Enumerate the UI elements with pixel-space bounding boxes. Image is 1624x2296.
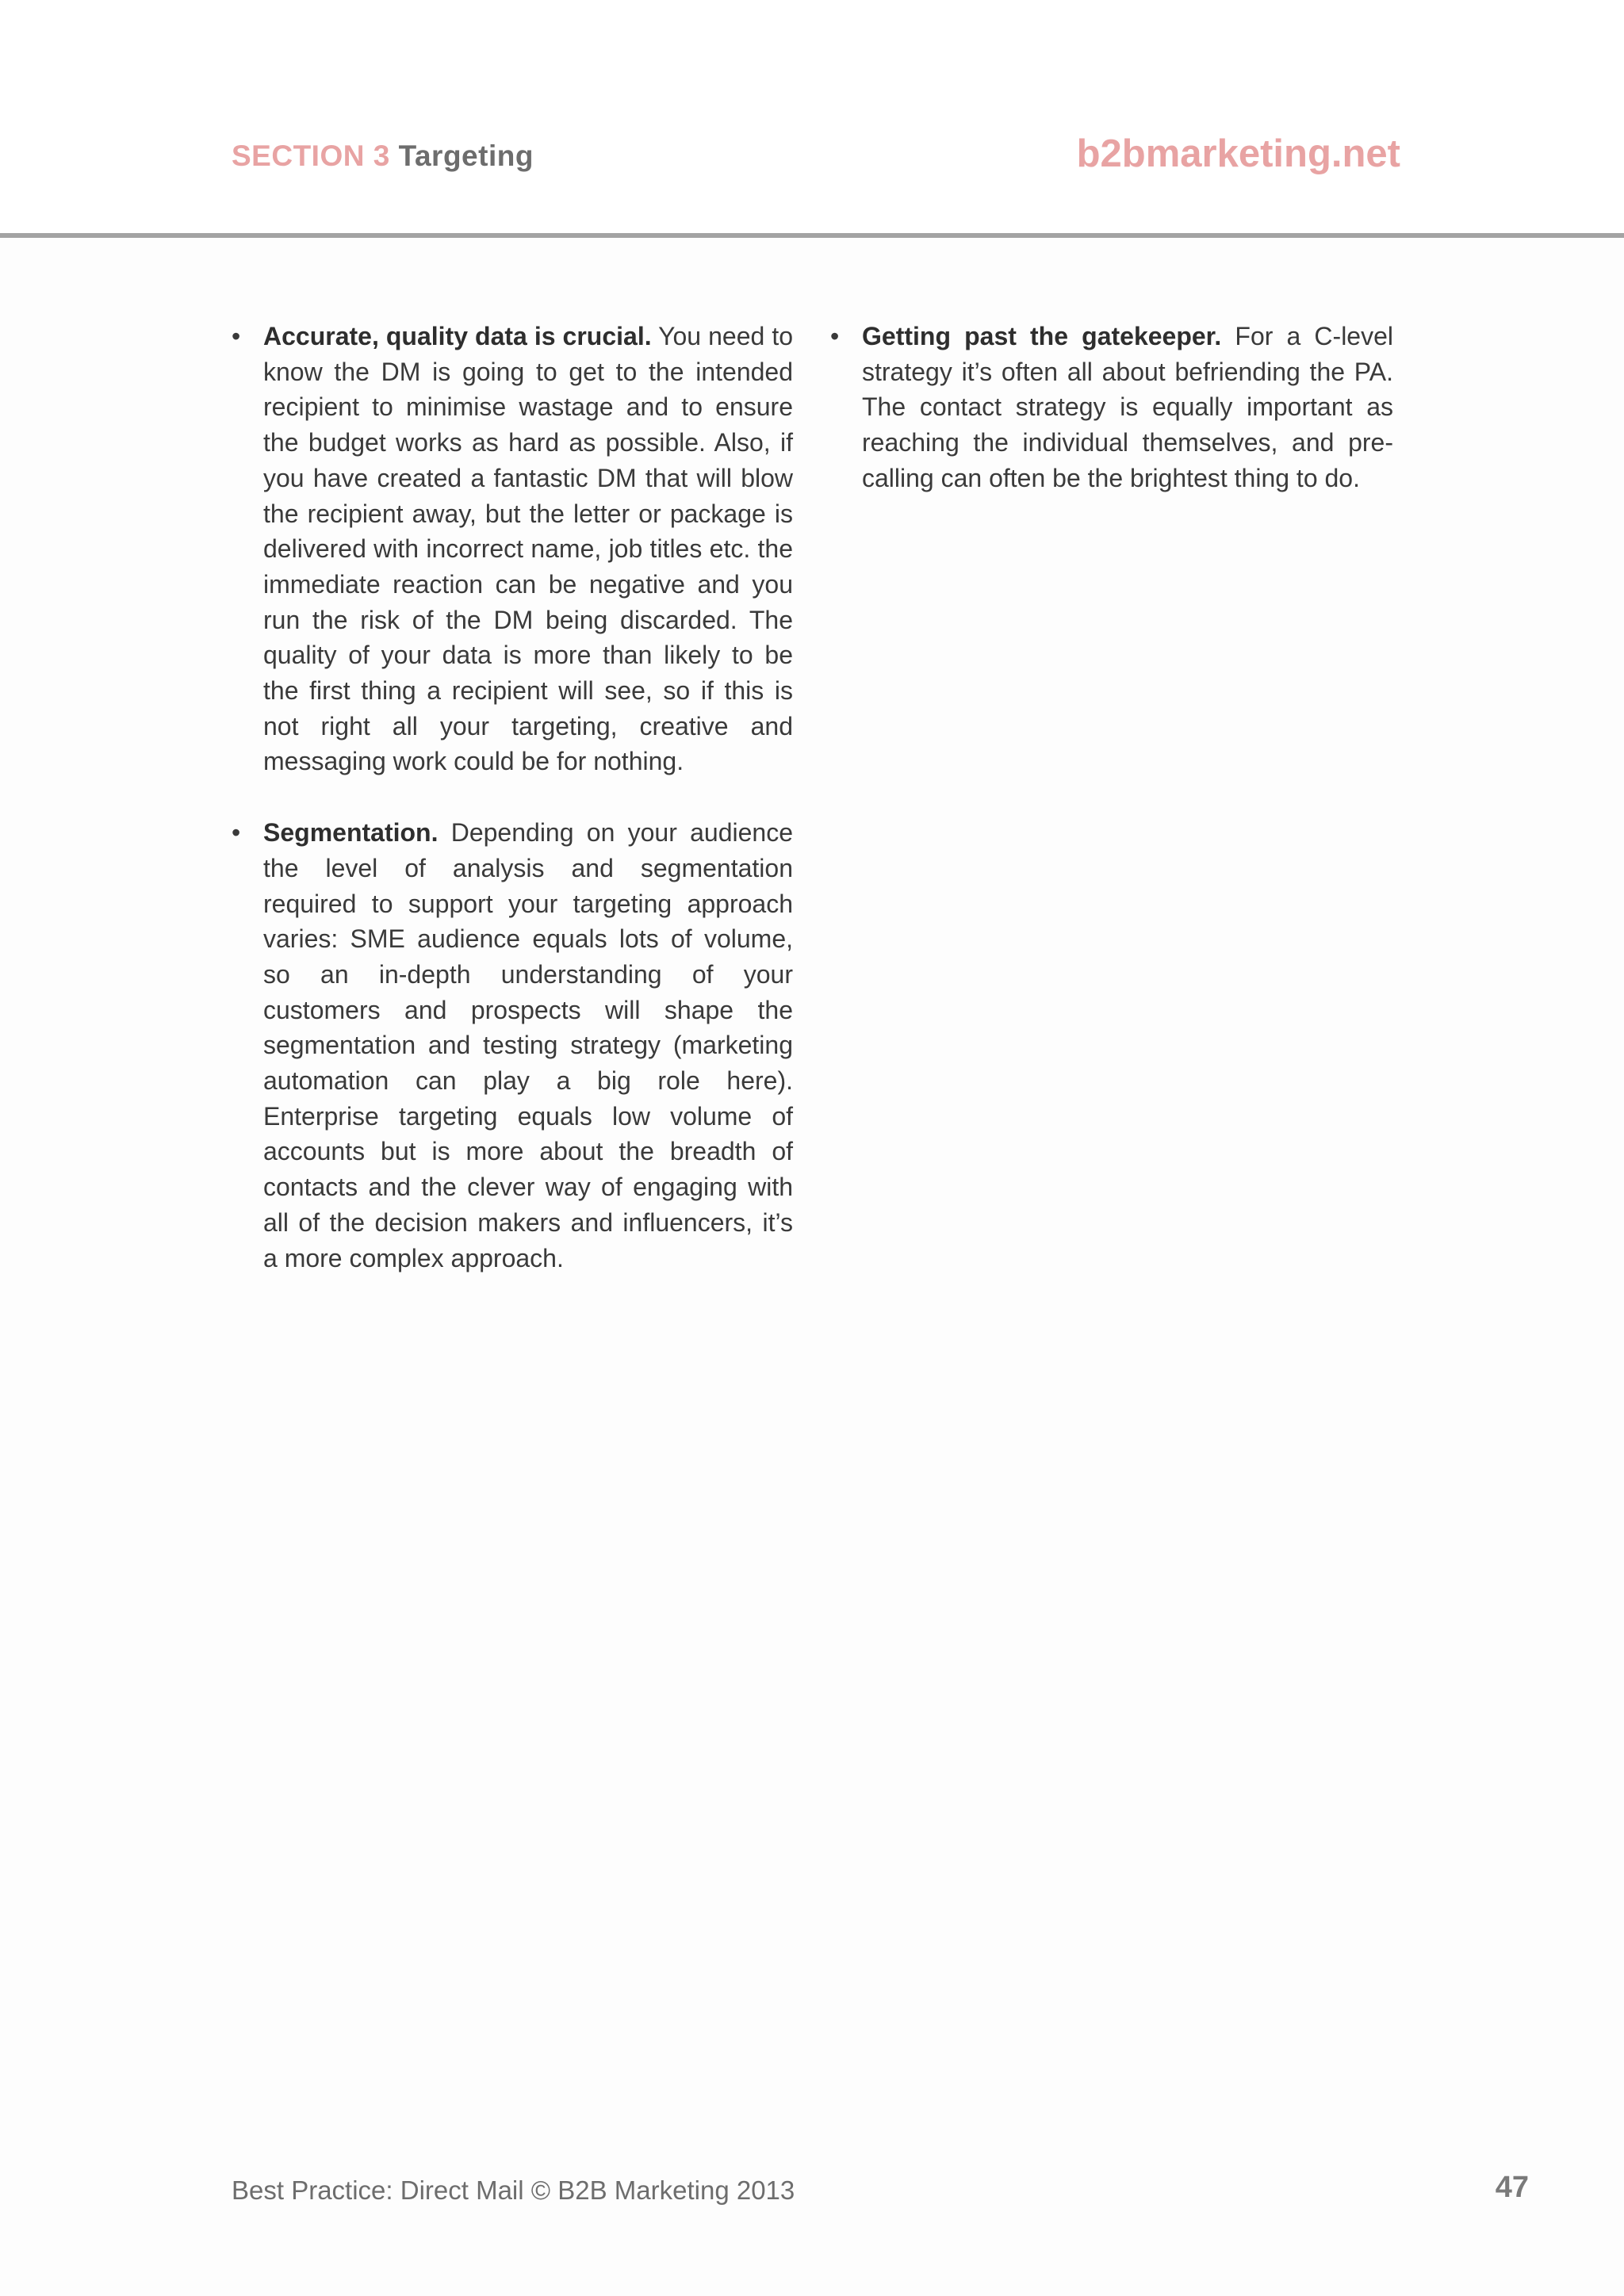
bullet-body: For a C-level strategy it’s often all about befriending the PA. The contact strategy is equally important as reaching the individual themselves, and pre-calling can often be the brightest thing to do. bbox=[862, 322, 1394, 492]
section-label: SECTION 3 bbox=[232, 140, 390, 172]
bullet-icon: • bbox=[232, 322, 241, 350]
bullet-paragraph bbox=[263, 815, 793, 1276]
right-column bbox=[830, 319, 1393, 532]
bullet-icon: • bbox=[830, 322, 840, 350]
bullet-body: You need to know the DM is going to get to the intended recipient to minimise wastage and to ensure the budget works as hard as possible. Also, if you have created a fantastic DM that will blow the recipient away, but the letter or package is delivered with incorrect name, job titles etc. the immediate reaction can be negative and you run the risk of the DM being discarded. The quality of your data is more than likely to be the first thing a recipient will see, so if this is not right all your targeting, creative and messaging work could be for nothing. bbox=[263, 322, 794, 776]
bullet-body: Depending on your audience the level of analysis and segmentation required to support your targeting approach varies: SME audience equals lots of volume, so an in-depth understanding of your customers and prospects will shape the segmentation and testing strategy (marketing automation can play a big role here). Enterprise targeting equals low volume of accounts but is more about the breadth of contacts and the clever way of engaging with all of the decision makers and influencers, it’s a more complex approach. bbox=[263, 818, 793, 1272]
bullet-icon: • bbox=[232, 818, 241, 848]
header-divider bbox=[0, 233, 1624, 238]
bullet-item bbox=[232, 319, 793, 779]
bullet-item bbox=[830, 319, 1393, 496]
page-header bbox=[0, 0, 1624, 238]
footer-copyright: Best Practice: Direct Mail © B2B Marketing 2013 bbox=[232, 2175, 795, 2205]
bullet-item bbox=[232, 815, 793, 1276]
bullet-paragraph bbox=[263, 319, 793, 779]
bullet-heading: Segmentation. bbox=[263, 818, 439, 848]
site-link[interactable]: b2bmarketing.net bbox=[1076, 132, 1400, 175]
bullet-heading: Accurate, quality data is crucial. bbox=[263, 322, 652, 350]
bullet-paragraph bbox=[862, 319, 1393, 496]
section-title: Targeting bbox=[398, 140, 534, 172]
page-number: 47 bbox=[1495, 2171, 1529, 2204]
left-column bbox=[232, 319, 793, 1311]
bullet-heading: Getting past the gatekeeper. bbox=[862, 322, 1222, 350]
section-heading bbox=[232, 140, 534, 173]
